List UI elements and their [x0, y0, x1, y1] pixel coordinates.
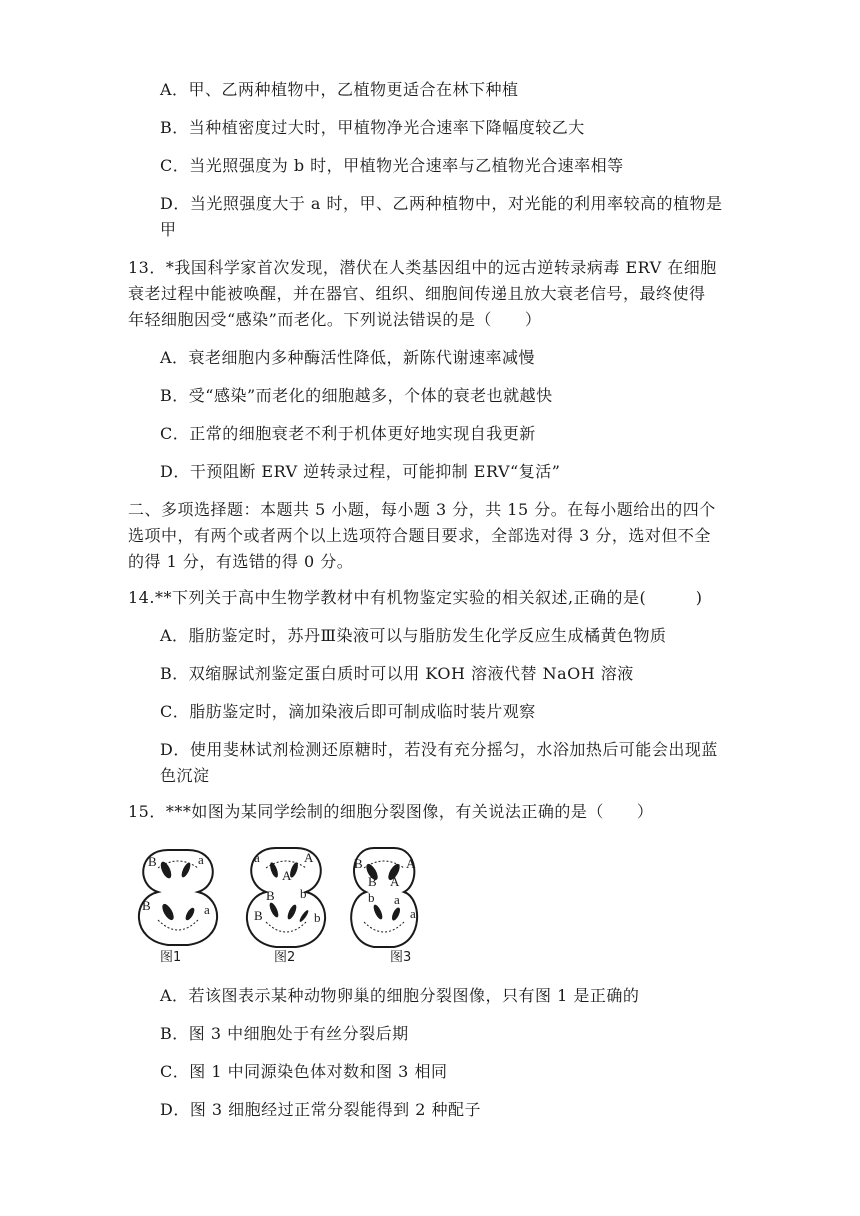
fig3-chromosome — [390, 906, 401, 921]
q14-option-d-cont: 色沉淀 — [160, 766, 210, 785]
fig1-letter: a — [204, 902, 210, 917]
fig1-chromosome — [160, 902, 176, 922]
prev-option-b: B．当种植密度过大时，甲植物净光合速率下降幅度较乙大 — [160, 118, 585, 137]
fig1-letter: a — [198, 852, 204, 867]
prev-option-d-cont: 甲 — [160, 220, 177, 239]
q14-option-d: D．使用斐林试剂检测还原糖时，若没有充分摇匀，水浴加热后可能会出现蓝 — [160, 740, 718, 759]
fig3-chromosome — [372, 903, 384, 920]
fig2-letter: A — [304, 850, 314, 865]
section2-line-1: 二、多项选择题：本题共 5 小题，每小题 3 分，共 15 分。在每小题给出的四个 — [128, 500, 716, 519]
q15-option-a: A．若该图表示某种动物卵巢的细胞分裂图像，只有图 1 是正确的 — [160, 986, 640, 1005]
fig3-letter: a — [410, 906, 416, 921]
fig3-letter: a — [394, 892, 400, 907]
prev-option-d: D．当光照强度大于 a 时，甲、乙两种植物中，对光能的利用率较高的植物是 — [160, 194, 723, 213]
q13-option-d: D．干预阻断 ERV 逆转录过程，可能抑制 ERV“复活” — [160, 462, 561, 481]
fig1-letter: B — [142, 898, 151, 913]
q14-option-c: C．脂肪鉴定时，滴加染液后即可制成临时装片观察 — [160, 702, 536, 721]
fig2-letter: b — [300, 886, 307, 901]
fig2-letter: A — [282, 868, 292, 883]
q13-option-c: C．正常的细胞衰老不利于机体更好地实现自我更新 — [160, 424, 536, 443]
fig2-chromosome — [286, 903, 298, 920]
section2-line-2: 选项中，有两个或者两个以上选项符合题目要求，全部选对得 3 分，选对但不全 — [128, 526, 711, 545]
prev-option-c: C．当光照强度为 b 时，甲植物光合速率与乙植物光合速率相等 — [160, 156, 624, 175]
fig2-letter: a — [254, 850, 260, 865]
fig3-caption: 图3 — [390, 950, 412, 965]
q15-option-d: D．图 3 细胞经过正常分裂能得到 2 种配子 — [160, 1100, 482, 1119]
q13-option-a: A．衰老细胞内多种酶活性降低，新陈代谢速率减慢 — [160, 348, 536, 367]
fig2-letter: b — [314, 910, 321, 925]
fig3-letter: A — [406, 856, 416, 871]
q14-option-a: A．脂肪鉴定时，苏丹Ⅲ染液可以与脂肪发生化学反应生成橘黄色物质 — [160, 626, 667, 645]
fig1-caption: 图1 — [160, 950, 182, 965]
q13-option-b: B．受“感染”而老化的细胞越多，个体的衰老也就越快 — [160, 386, 553, 405]
q13-stem-line-1: 13．*我国科学家首次发现，潜伏在人类基因组中的远古逆转录病毒 ERV 在细胞 — [128, 258, 717, 277]
q15-option-b: B．图 3 中细胞处于有丝分裂后期 — [160, 1024, 409, 1043]
q13-stem-line-3: 年轻细胞因受“感染”而老化。下列说法错误的是（ ） — [128, 310, 542, 329]
q15-stem: 15．***如图为某同学绘制的细胞分裂图像，有关说法正确的是（ ） — [128, 802, 654, 821]
q14-option-b: B．双缩脲试剂鉴定蛋白质时可以用 KOH 溶液代替 NaOH 溶液 — [160, 664, 634, 683]
fig2-chromosome — [268, 861, 279, 878]
fig3-letter: b — [368, 890, 375, 905]
q15-option-c: C．图 1 中同源染色体对数和图 3 相同 — [160, 1062, 448, 1081]
fig3-letter: A — [390, 874, 400, 889]
q13-stem-line-2: 衰老过程中能被唤醒，并在器官、组织、细胞间传递且放大衰老信号，最终使得 — [128, 284, 706, 303]
fig2-chromosome — [298, 909, 309, 923]
fig2-caption: 图2 — [274, 950, 296, 965]
fig2-letter: B — [254, 908, 263, 923]
cell-division-figure — [128, 840, 448, 970]
fig1-chromosome — [180, 861, 192, 878]
prev-option-a: A．甲、乙两种植物中，乙植物更适合在林下种植 — [160, 80, 519, 99]
fig3-letter: B — [354, 856, 363, 871]
fig2-letter: B — [266, 888, 275, 903]
section2-line-3: 的得 1 分，有选错的得 0 分。 — [128, 552, 354, 571]
fig1-letter: B — [148, 854, 157, 869]
fig2-chromosome — [268, 901, 280, 918]
fig3-letter: B — [368, 874, 377, 889]
fig1-chromosome — [184, 906, 196, 921]
q14-stem: 14.**下列关于高中生物学教材中有机物鉴定实验的相关叙述,正确的是( ) — [128, 588, 703, 607]
